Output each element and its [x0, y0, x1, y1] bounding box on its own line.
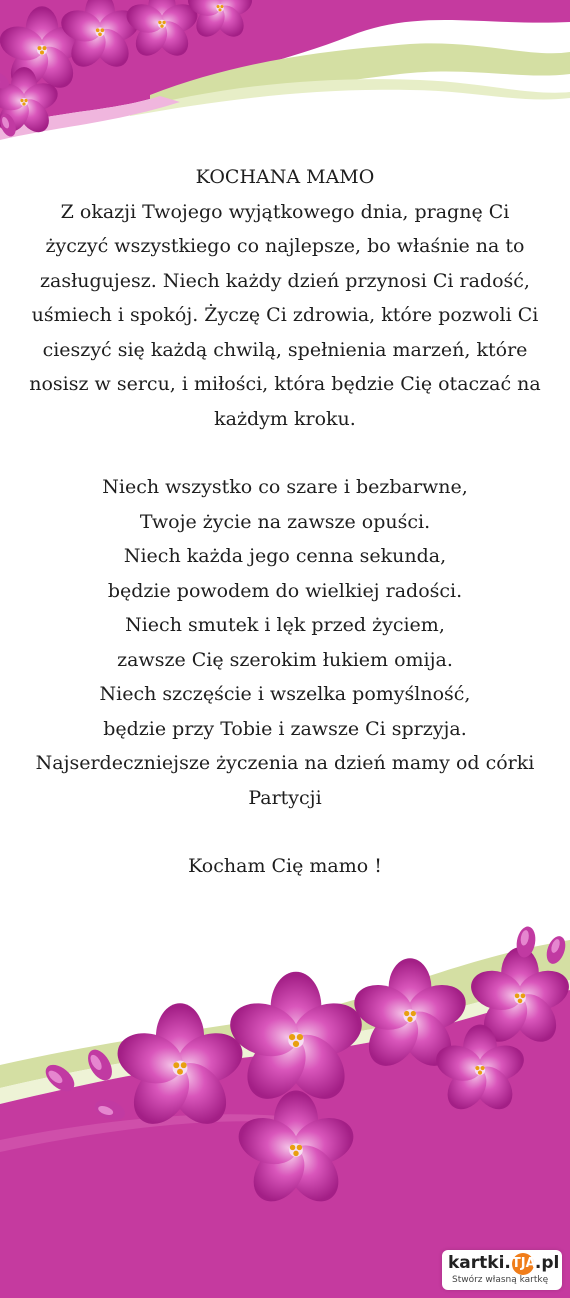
poem-line: Niech smutek i lęk przed życiem, [125, 614, 445, 636]
greeting-message [20, 160, 550, 884]
poem-line: Partycji [248, 786, 322, 809]
paragraph-line: Z okazji Twojego wyjątkowego dnia, pragnę Ci [60, 200, 510, 223]
logo-tagline: Stwórz własną kartkę [452, 1275, 549, 1285]
top-floral-decoration [0, 0, 570, 140]
closing-line: Kocham Cię mamo ! [188, 855, 382, 877]
paragraph-line: każdym kroku. [214, 407, 356, 430]
poem-line: będzie powodem do wielkiej radości. [107, 579, 463, 602]
logo-brand: kartki.TJA.pl [448, 1253, 560, 1273]
bottom-floral-decoration [0, 920, 570, 1298]
spacer [20, 436, 550, 470]
spacer [20, 815, 550, 849]
card-title: KOCHANA MAMO [195, 166, 375, 188]
paragraph-line: zasługujesz. Niech każdy dzień przynosi Ci radość, [40, 269, 530, 292]
paragraph-line: życzyć wszystkiego co najlepsze, bo właśnie na to [45, 235, 525, 257]
paragraph-line: nosisz w sercu, i miłości, która będzie Cię otaczać na [29, 373, 541, 395]
poem-line: Twoje życie na zawsze opuści. [139, 510, 431, 533]
kartki-logo[interactable] [442, 1250, 562, 1290]
poem-line: Niech każda jego cenna sekunda, [123, 545, 447, 567]
paragraph-line: uśmiech i spokój. Życzę Ci zdrowia, które pozwoli Ci [31, 304, 539, 326]
poem-line: Niech wszystko co szare i bezbarwne, [102, 476, 468, 498]
poem-line: będzie przy Tobie i zawsze Ci sprzyja. [103, 717, 467, 740]
poem-line: Najserdeczniejsze życzenia na dzień mamy od córki [35, 752, 535, 774]
paragraph-line: cieszyć się każdą chwilą, spełnienia marzeń, które [42, 338, 528, 361]
poem-line: Niech szczęście i wszelka pomyślność, [99, 683, 471, 705]
logo-badge-icon: TJA [512, 1253, 534, 1275]
poem-line: zawsze Cię szerokim łukiem omija. [117, 648, 453, 671]
